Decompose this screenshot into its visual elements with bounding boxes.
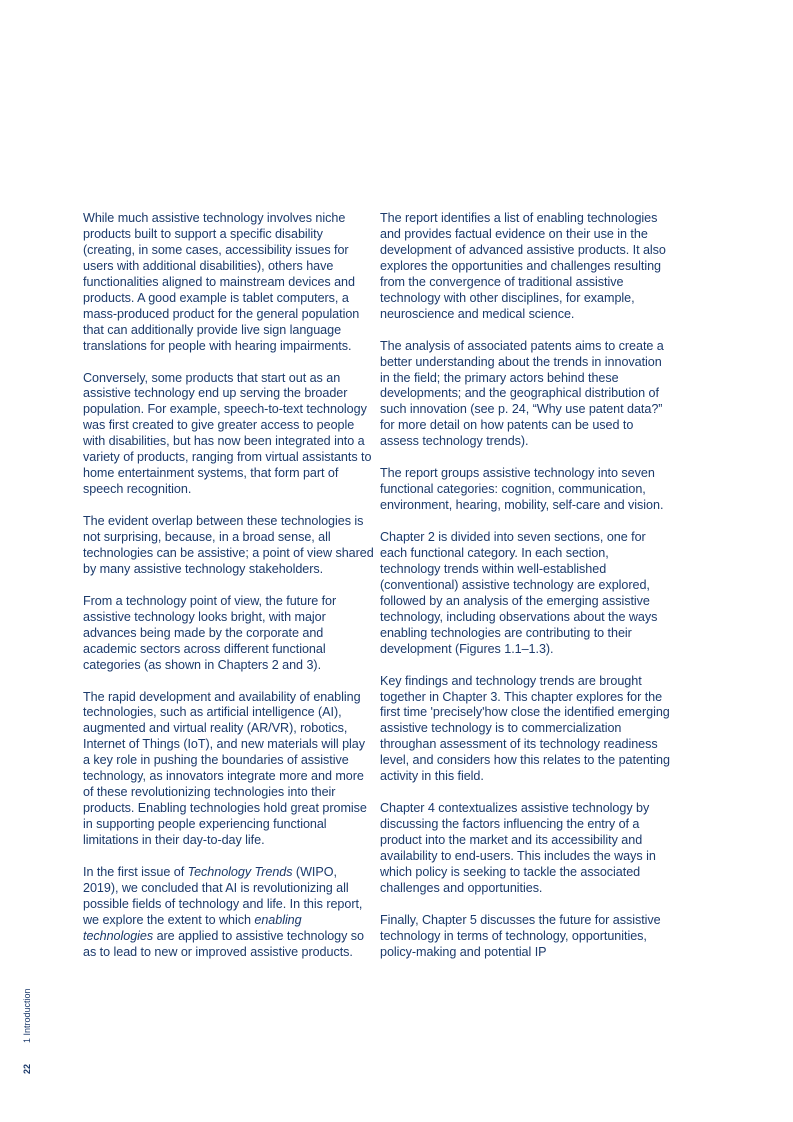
right-paragraph-7: Finally, Chapter 5 discusses the future for assistive technology in terms of technology, opportunities, policy-making and potential IP [380, 912, 661, 959]
left-paragraph-1: While much assistive technology involves niche products built to support a specific disability (creating, in some cases, accessibility issues for users with additional disabilities), others have functionalities aligned to mainstream devices and products. A good example is tablet computers, a mass-produced product for the general population that can additionally provide live sign language translations for people with hearing impairments. [83, 211, 360, 353]
left-paragraph-3: The evident overlap between these technologies is not surprising, because, in a broad sense, all technologies can be assistive; a point of view shared by many assistive technology stakeholders. [83, 514, 374, 576]
right-paragraph-5: Key findings and technology trends are brought together in Chapter 3. This chapter explores for the first time 'precisely'how close the identified emerging assistive technology is to commercialization throughan assessment of its technology readiness level, and considers how this relates to the patenting activity in this field. [380, 673, 670, 784]
left-paragraph-6-text-c: are applied to assistive technology so as to lead to new or improved assistive products. [83, 928, 364, 959]
enabling-technologies-term: enabling technologies [83, 912, 302, 943]
left-paragraph-6 [83, 865, 375, 961]
left-column [83, 211, 375, 961]
right-column [380, 211, 672, 961]
left-paragraph-6-text-a: In the first issue of [83, 865, 188, 879]
publication-title: Technology Trends [187, 865, 293, 879]
right-paragraph-6: Chapter 4 contextualizes assistive technology by discussing the factors influencing the entry of a product into the market and its accessibility and availability to end-users. This includes the ways in which policy is seeking to tackle the associated challenges and opportunities. [380, 801, 656, 895]
page-number: 22 [22, 1063, 32, 1074]
right-paragraph-3: The report groups assistive technology into seven functional categories: cognition, communication, environment, hearing, mobility, self-care and vision. [380, 466, 664, 513]
right-paragraph-2: The analysis of associated patents aims to create a better understanding about the trends in innovation in the field; the primary actors behind these developments; and the geographical distribution of such innovation (see p. 24, “Why use patent data?” for more detail on how patents can be used to assess technology trends). [380, 338, 664, 449]
left-paragraph-5: The rapid development and availability of enabling technologies, such as artificial intelligence (AI), augmented and virtual reality (AR/VR), robotics, Internet of Things (IoT), and new materials will play a key role in pushing the boundaries of assistive technology, as innovators integrate more and more of these revolutionizing technologies into their products. Enabling technologies hold great promise in supporting people experiencing functional limitations in their day-to-day life. [83, 689, 367, 848]
right-paragraph-4: Chapter 2 is divided into seven sections, one for each functional category. In each section, technology trends within well-established (conventional) assistive technology are explored, followed by an analysis of the emerging assistive technology, including observations about the ways enabling technologies are contributing to their development (Figures 1.1–1.3). [380, 530, 658, 656]
right-paragraph-1: The report identifies a list of enabling technologies and provides factual evidence on their use in the development of advanced assistive products. It also explores the opportunities and challenges resulting from the convergence of traditional assistive technology with other disciplines, for example, neuroscience and medical science. [380, 211, 666, 321]
left-paragraph-4: From a technology point of view, the future for assistive technology looks bright, with major advances being made by the corporate and academic sectors across different functional categories (as shown in Chapters 2 and 3). [83, 593, 337, 672]
left-paragraph-2: Conversely, some products that start out as an assistive technology end up serving the broader population. For example, speech-to-text technology was first created to give greater access to people with disabilities, but has now been integrated into a variety of products, ranging from virtual assistants to home entertainment systems, that form part of speech recognition. [83, 370, 372, 497]
left-paragraph-6-text-b: (WIPO, 2019), we concluded that AI is revolutionizing all possible fields of technology and life. In this report, we explore the extent to which [83, 865, 363, 927]
section-label: 1 Introduction [22, 988, 32, 1043]
